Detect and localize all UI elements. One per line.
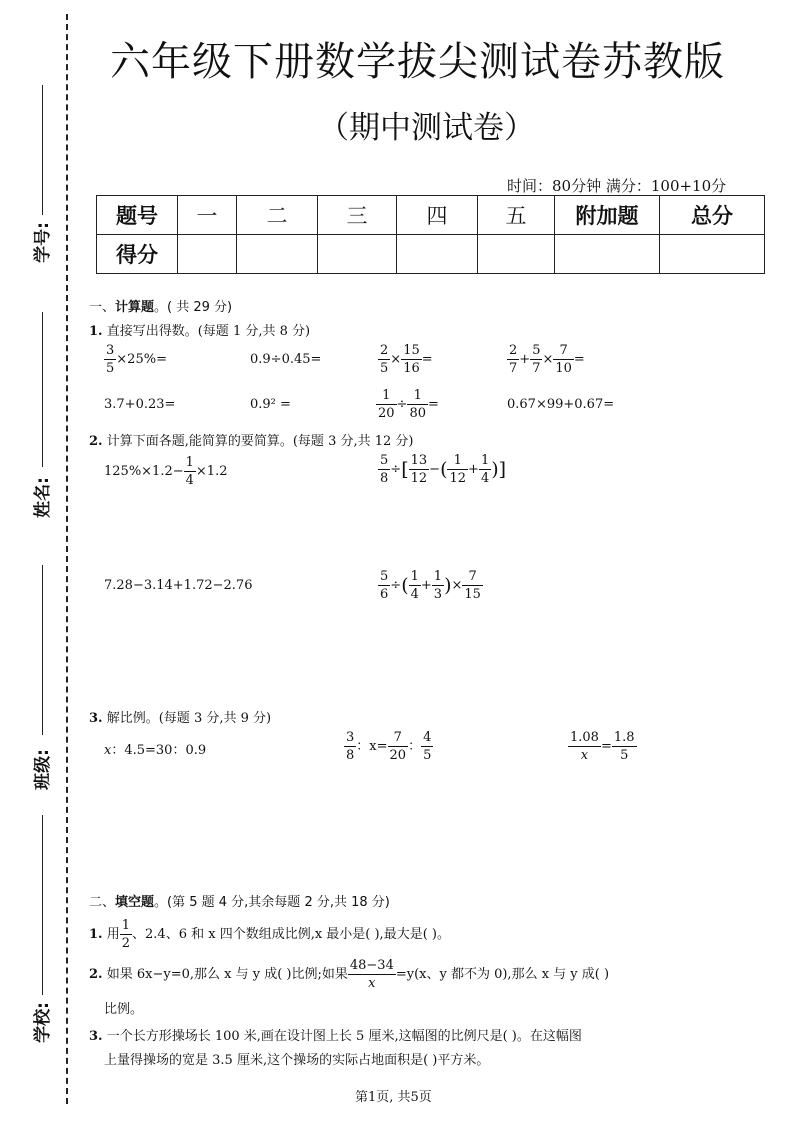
- calc-item: [378, 454, 506, 485]
- denominator: 8: [380, 471, 389, 486]
- fraction: [612, 731, 637, 762]
- score-header-cell: 三: [318, 196, 397, 235]
- operator: +: [468, 462, 479, 477]
- fraction: [378, 344, 390, 375]
- operator: ÷: [390, 578, 402, 593]
- question-text: 如果 6x−y=0,那么 x 与 y 成( )比例;如果: [106, 967, 348, 982]
- denominator: 3: [433, 587, 443, 602]
- score-header-cell: 总分: [660, 196, 765, 235]
- fraction: [432, 570, 444, 601]
- calc-item: [104, 456, 227, 487]
- fraction: [184, 456, 196, 487]
- score-header-cell: 五: [478, 196, 555, 235]
- numerator: 4: [423, 730, 432, 745]
- expression-text: 125%×1.2−: [104, 464, 184, 479]
- fraction: [507, 344, 519, 375]
- question-1-3-heading: [89, 707, 271, 726]
- school-label: 学校:: [32, 1002, 53, 1043]
- denominator: 4: [480, 471, 490, 486]
- calc-item: [250, 397, 291, 412]
- score-cell[interactable]: [178, 235, 237, 274]
- score-table: [96, 195, 765, 274]
- numerator: 15: [403, 343, 420, 358]
- score-cell[interactable]: [555, 235, 660, 274]
- score-row-label: 得分: [97, 235, 178, 274]
- numerator: 1: [376, 389, 397, 405]
- numerator: 2: [380, 343, 389, 358]
- denominator: 4: [410, 587, 419, 602]
- question-1-1-heading: [89, 320, 310, 339]
- denominator: 5: [380, 361, 389, 376]
- fill-question-1: [89, 919, 450, 950]
- score-header-cell: 四: [397, 196, 478, 235]
- page-footer: 第1页, 共5页: [355, 1090, 432, 1105]
- calc-item: [250, 352, 321, 367]
- score-cell[interactable]: [478, 235, 555, 274]
- denominator: 6: [380, 587, 389, 602]
- calc-item: [507, 397, 614, 412]
- name-label: 姓名:: [32, 477, 53, 518]
- denominator: 20: [378, 406, 395, 421]
- denominator: 7: [532, 361, 541, 376]
- expression-text: 0.9² =: [250, 397, 291, 412]
- fraction: [344, 731, 356, 762]
- question-text: 用: [106, 927, 120, 942]
- denominator: 10: [555, 361, 572, 376]
- bracket: (: [401, 574, 409, 597]
- numerator: 1: [480, 453, 490, 468]
- score-cell[interactable]: [237, 235, 318, 274]
- expression-text: ×1.2: [195, 464, 228, 479]
- numerator: 5: [380, 569, 389, 584]
- bracket: [: [401, 458, 409, 481]
- section-note: 。(第 5 题 4 分,其余每题 2 分,共 18 分): [154, 895, 390, 910]
- numerator: 2: [509, 343, 518, 358]
- bracket: ): [491, 458, 499, 481]
- numerator: 1.8: [613, 730, 635, 745]
- denominator: 12: [410, 471, 428, 486]
- section-number: 一、: [89, 300, 116, 315]
- fill-question-2-continued: 比例。: [104, 1002, 144, 1017]
- score-table-header-row: [97, 196, 765, 235]
- operator: ÷: [390, 462, 402, 477]
- fraction: [421, 731, 433, 762]
- expression-text: 0.67×99+0.67=: [507, 397, 615, 412]
- calc-item: [104, 344, 167, 375]
- question-1-2-heading: [89, 430, 413, 449]
- denominator: 5: [106, 361, 115, 376]
- student-id-label: 学号:: [32, 222, 53, 263]
- score-cell[interactable]: [397, 235, 478, 274]
- operator: ：: [408, 739, 422, 754]
- operator: =: [573, 352, 585, 367]
- operator: =: [600, 739, 612, 754]
- question-number: 1.: [89, 927, 103, 942]
- section-note: 。( 共 29 分): [154, 300, 233, 315]
- fraction: [378, 454, 390, 485]
- expression-text: ×25%=: [116, 352, 167, 367]
- question-text: 解比例。: [106, 711, 159, 726]
- section1-heading: [89, 296, 232, 315]
- calc-item: [378, 570, 483, 601]
- numerator: 5: [380, 453, 389, 468]
- question-number: 2.: [89, 434, 103, 449]
- fraction: [447, 454, 468, 485]
- score-cell[interactable]: [318, 235, 397, 274]
- numerator: 1: [410, 569, 419, 584]
- numerator: 7: [388, 731, 409, 747]
- question-number: 1.: [89, 324, 103, 339]
- fraction: [409, 570, 421, 601]
- question-note: (每题 3 分,共 12 分): [292, 434, 414, 449]
- calc-item: [376, 389, 439, 420]
- denominator: 12: [449, 471, 467, 486]
- operator: −: [429, 462, 441, 477]
- denominator: 80: [409, 406, 426, 421]
- score-header-cell: 一: [178, 196, 237, 235]
- bracket: ]: [498, 458, 507, 481]
- question-note: (每题 3 分,共 9 分): [158, 711, 272, 726]
- expression-text: ：4.5=30：0.9: [111, 743, 207, 758]
- fraction: [407, 389, 428, 420]
- fraction: [120, 919, 132, 950]
- section2-heading: [89, 891, 390, 910]
- score-header-cell: 附加题: [555, 196, 660, 235]
- denominator: 5: [620, 748, 629, 763]
- numerator: 48−34: [349, 958, 394, 973]
- fill-question-3-continued: 上量得操场的宽是 3.5 厘米,这个操场的实际占地面积是( )平方米。: [104, 1053, 490, 1068]
- operator: ÷: [396, 397, 408, 412]
- expression-text: 3.7+0.23=: [104, 397, 176, 412]
- section-title: 计算题: [115, 300, 155, 315]
- proportion-item: [104, 739, 206, 758]
- fraction: [409, 454, 430, 485]
- operator: =: [421, 352, 433, 367]
- class-label: 班级:: [32, 749, 53, 790]
- binding-dashed-line: [66, 14, 68, 1104]
- operator: +: [420, 578, 432, 593]
- score-header-cell: 二: [237, 196, 318, 235]
- denominator: x: [580, 748, 589, 763]
- numerator: 5: [532, 343, 541, 358]
- denominator: 8: [346, 748, 355, 763]
- denominator: x: [368, 976, 376, 991]
- operator: ×: [542, 352, 554, 367]
- fraction: [376, 389, 397, 420]
- expression-text: 7.28−3.14+1.72−2.76: [104, 578, 253, 593]
- question-text: 一个长方形操场长 100 米,画在设计图上长 5 厘米,这幅图的比例尺是( )。在这幅图: [106, 1029, 582, 1044]
- score-header-cell: 题号: [97, 196, 178, 235]
- question-text: 直接写出得数。: [106, 324, 198, 339]
- proportion-item: [344, 731, 433, 762]
- school-line: [42, 815, 43, 995]
- numerator: 7: [553, 344, 574, 360]
- question-text: 、2.4、6 和 x 四个数组成比例,x 最小是( ),最大是( )。: [132, 927, 450, 942]
- fill-question-2: [89, 959, 609, 990]
- calc-item: [378, 344, 433, 375]
- fraction: [568, 731, 601, 762]
- calc-item: [104, 578, 252, 593]
- fraction: [378, 570, 390, 601]
- operator: +: [519, 352, 531, 367]
- numerator: 1.08: [570, 730, 599, 745]
- denominator: 16: [403, 361, 420, 376]
- numerator: 3: [346, 730, 355, 745]
- student-id-line: [42, 85, 43, 215]
- numerator: 1: [121, 918, 131, 933]
- question-note: (每题 1 分,共 8 分): [197, 324, 311, 339]
- calc-item: [104, 397, 175, 412]
- fraction: [462, 570, 483, 601]
- denominator: 7: [509, 361, 518, 376]
- operator: =: [428, 397, 439, 412]
- fraction: [104, 344, 116, 375]
- variable: x: [104, 743, 112, 758]
- page-title: 六年级下册数学拔尖测试卷苏教版: [110, 39, 725, 85]
- denominator: 20: [389, 748, 407, 763]
- operator: ×: [451, 578, 463, 593]
- question-number: 3.: [89, 711, 103, 726]
- fraction: [530, 344, 542, 375]
- fraction: [348, 959, 396, 990]
- denominator: 5: [423, 748, 432, 763]
- page-subtitle: （期中测试卷）: [318, 110, 535, 146]
- expression-text: ：x=: [356, 739, 388, 754]
- bracket: ): [444, 574, 452, 597]
- numerator: 13: [410, 453, 428, 468]
- bracket: (: [440, 458, 448, 481]
- question-text: 计算下面各题,能简算的要简算。: [106, 434, 293, 449]
- fraction: [553, 344, 574, 375]
- section-title: 填空题: [115, 895, 155, 910]
- numerator: 1: [433, 569, 443, 584]
- fraction: [479, 454, 491, 485]
- numerator: 1: [407, 389, 428, 405]
- denominator: 2: [121, 936, 131, 951]
- numerator: 1: [447, 454, 468, 470]
- class-line: [42, 565, 43, 735]
- numerator: 1: [185, 455, 194, 470]
- numerator: 7: [462, 570, 483, 586]
- name-line: [42, 312, 43, 467]
- score-table-score-row: [97, 235, 765, 274]
- section-number: 二、: [89, 895, 116, 910]
- fill-question-3: [89, 1025, 582, 1044]
- question-number: 2.: [89, 967, 103, 982]
- fraction: [388, 731, 409, 762]
- exam-meta: 时间：80分钟 满分：100+10分: [507, 177, 727, 195]
- score-cell[interactable]: [660, 235, 765, 274]
- proportion-item: [568, 731, 637, 762]
- question-number: 3.: [89, 1029, 103, 1044]
- calc-item: [507, 344, 585, 375]
- fraction: [401, 344, 422, 375]
- expression-text: 0.9÷0.45=: [250, 352, 322, 367]
- question-text: =y(x、y 都不为 0),那么 x 与 y 成( ): [395, 967, 610, 982]
- numerator: 3: [106, 343, 115, 358]
- operator: ×: [390, 352, 402, 367]
- denominator: 15: [464, 587, 481, 602]
- denominator: 4: [185, 473, 194, 488]
